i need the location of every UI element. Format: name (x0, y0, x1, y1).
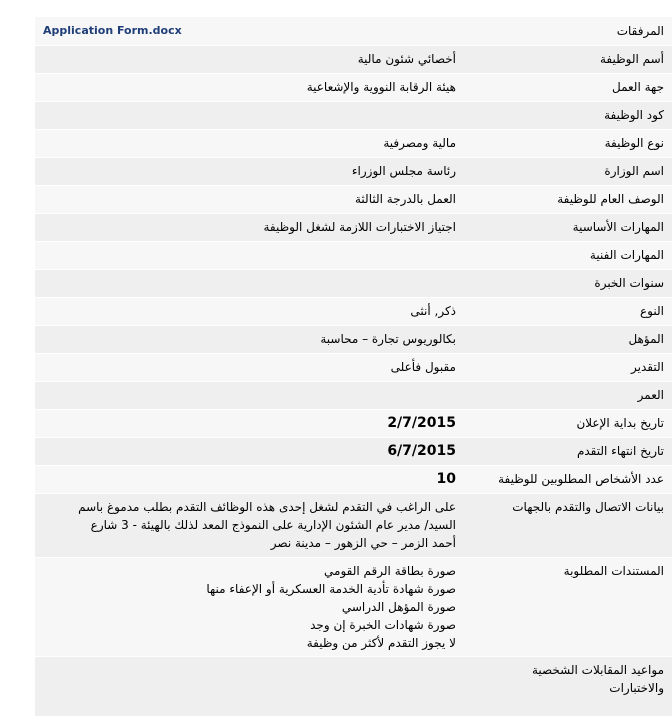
interviews-label-line: مواعيد المقابلات الشخصية (531, 662, 664, 677)
document-line: صورة بطاقة الرقم القومي (324, 563, 456, 578)
table-row (35, 241, 672, 269)
row-value: رئاسة مجلس الوزراء (35, 157, 464, 185)
row-value: ذكر, أنثى (35, 297, 464, 325)
document-line: لا يجوز التقدم لأكثر من وظيفة (306, 635, 456, 650)
row-label: اسم الوزارة (464, 157, 672, 185)
document-line: صورة المؤهل الدراسي (341, 599, 456, 614)
row-value: مالية ومصرفية (35, 129, 464, 157)
row-value: اجتياز الاختبارات اللازمة لشغل الوظيفة (35, 213, 464, 241)
row-label: أسم الوظيفة (464, 45, 672, 73)
row-value: العمل بالدرجة الثالثة (35, 185, 464, 213)
row-value: مقبول فأعلى (35, 353, 464, 381)
row-label: جهة العمل (464, 73, 672, 101)
row-label: تاريخ بداية الإعلان (464, 409, 672, 437)
row-label: عدد الأشخاص المطلوبين للوظيفة (464, 465, 672, 493)
interviews-value (35, 656, 464, 716)
table-row (35, 409, 672, 437)
row-value: بكالوريوس تجارة – محاسبة (35, 325, 464, 353)
row-label (464, 656, 672, 716)
row-label: النوع (464, 297, 672, 325)
row-label: الوصف العام للوظيفة (464, 185, 672, 213)
document-line: صورة شهادة تأدية الخدمة العسكرية أو الإعفاء منها (206, 581, 456, 596)
row-label: نوع الوظيفة (464, 129, 672, 157)
contact-line: أحمد الزمر – حي الزهور – مدينة نصر (270, 535, 456, 550)
table-row (35, 381, 672, 409)
row-value (35, 241, 464, 269)
row-value: هيئة الرقابة النووية والإشعاعية (35, 73, 464, 101)
attachment-link[interactable]: Application Form.docx (43, 24, 182, 38)
table-row (35, 129, 672, 157)
row-label: المرفقات (464, 17, 672, 45)
job-details-table (35, 17, 672, 717)
table-row (35, 437, 672, 465)
interviews-label-line: والاختبارات (609, 680, 664, 695)
row-value (35, 269, 464, 297)
row-label: التقدير (464, 353, 672, 381)
row-label: المؤهل (464, 325, 672, 353)
table-row (35, 157, 672, 185)
table-row (35, 185, 672, 213)
table-row (35, 17, 672, 45)
contact-line: السيد/ مدير عام الشئون الإدارية على النموذج المعد لذلك بالهيئة - 3 شارع (90, 517, 456, 532)
row-label: المستندات المطلوبة (464, 557, 672, 656)
row-label: سنوات الخبرة (464, 269, 672, 297)
table-row (35, 325, 672, 353)
row-label: تاريخ انتهاء التقدم (464, 437, 672, 465)
row-value: 6/7/2015 (35, 437, 464, 465)
row-label: كود الوظيفة (464, 101, 672, 129)
row-value: 2/7/2015 (35, 409, 464, 437)
row-value: أخصائي شئون مالية (35, 45, 464, 73)
table-row (35, 269, 672, 297)
row-value (35, 101, 464, 129)
row-label: المهارات الفنية (464, 241, 672, 269)
table-row (35, 353, 672, 381)
row-label: العمر (464, 381, 672, 409)
contact-line: على الراغب في التقدم لشغل إحدى هذه الوظائف التقدم بطلب مدموغ باسم (78, 499, 456, 514)
table-row (35, 45, 672, 73)
table-row (35, 101, 672, 129)
document-line: صورة شهادات الخبرة إن وجد (310, 617, 456, 632)
table-row (35, 297, 672, 325)
contact-row (35, 493, 672, 557)
row-label: المهارات الأساسية (464, 213, 672, 241)
table-row (35, 465, 672, 493)
documents-value (35, 557, 464, 656)
documents-row (35, 557, 672, 656)
row-value (35, 17, 464, 45)
interviews-row (35, 656, 672, 716)
row-value (35, 381, 464, 409)
row-value: 10 (35, 465, 464, 493)
contact-value (35, 493, 464, 557)
row-label: بيانات الاتصال والتقدم بالجهات (464, 493, 672, 557)
table-row (35, 213, 672, 241)
table-row (35, 73, 672, 101)
